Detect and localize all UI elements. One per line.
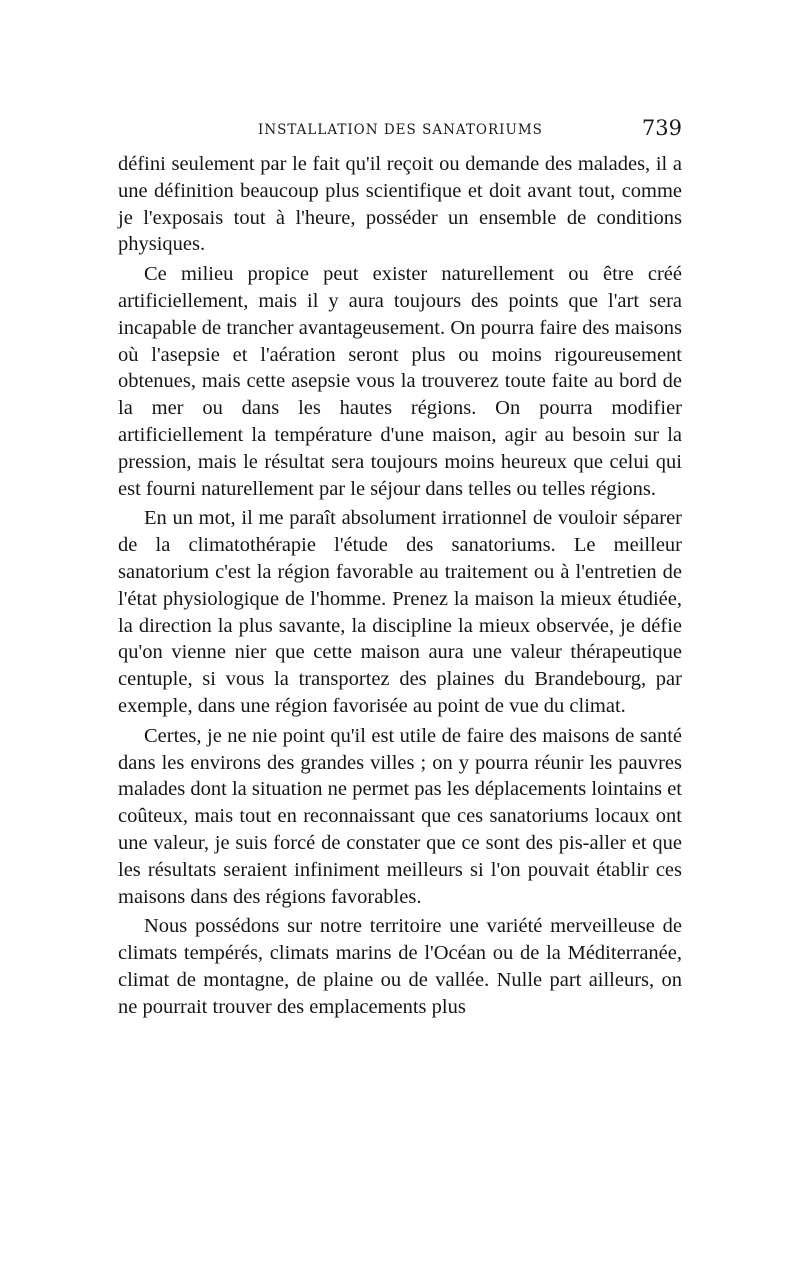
running-head: [118, 116, 682, 150]
paragraph: Certes, je ne nie point qu'il est utile de faire des maisons de santé dans les environs des grandes villes ; on y pourra réunir les pauvres malades dont la situation ne permet pas les déplacements lointains et coûteux, mais tout en reconnaissant que ces sanatoriums locaux ont une valeur, je suis forcé de constater que ce sont des pis-aller et que les résultats seraient infiniment meilleurs si l'on pouvait établir ces maisons dans des régions favorables.: [118, 724, 682, 908]
body-text: [118, 151, 682, 1021]
page-number: 739: [641, 116, 682, 140]
paragraph: Ce milieu propice peut exister naturellement ou être créé artificiellement, mais il y aura toujours des points que l'art sera incapable de trancher avantageusement. On pourra faire des maisons où l'asepsie et l'aération seront plus ou moins rigoureusement obtenues, mais cette asepsie vous la trouverez toute faite au bord de la mer ou dans les hautes régions. On pourra modifier artificiellement la température d'une maison, agir au besoin sur la pression, mais le résultat sera toujours moins heureux que celui qui est fourni naturellement par le séjour dans telles ou telles régions.: [118, 263, 682, 500]
paragraph: Nous possédons sur notre territoire une variété merveilleuse de climats tempérés, climats marins de l'Océan ou de la Méditerranée, climat de montagne, de plaine ou de vallée. Nulle part ailleurs, on ne pourrait trouver des emplacements plus: [118, 915, 682, 1018]
paragraph: En un mot, il me paraît absolument irrationnel de vouloir séparer de la climatothérapie l'étude des sanatoriums. Le meilleur sanatorium c'est la région favorable au traitement ou à l'entretien de l'état physiologique de l'homme. Prenez la maison la mieux étudiée, la direction la plus savante, la discipline la mieux observée, je défie qu'on vienne nier que cette maison aura une valeur thérapeutique centuple, si vous la transportez des plaines du Brandebourg, par exemple, dans une région favorisée au point de vue du climat.: [118, 507, 682, 717]
running-title: INSTALLATION DES SANATORIUMS: [258, 122, 543, 138]
paragraph: défini seulement par le fait qu'il reçoit ou demande des malades, il a une définition beaucoup plus scientifique et doit avant tout, comme je l'exposais tout à l'heure, posséder un ensemble de conditions physiques.: [118, 153, 682, 256]
